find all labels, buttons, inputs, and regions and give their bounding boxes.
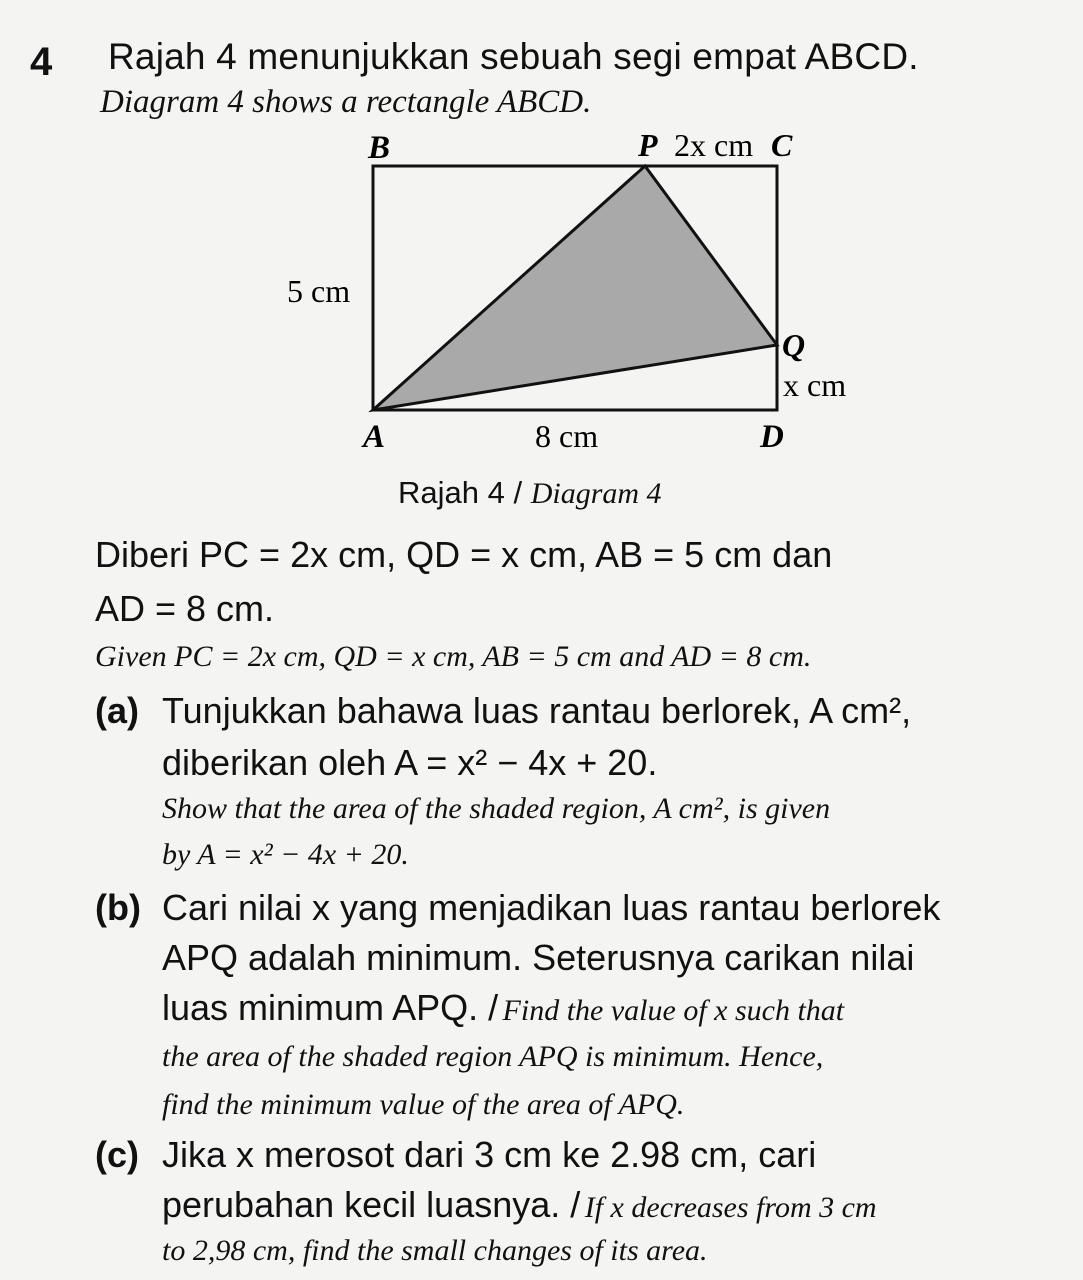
part-c-malay-line2: perubahan kecil luasnya. /: [162, 1184, 581, 1225]
label-p: P: [638, 127, 658, 163]
part-c-malay-line1: Jika x merosot dari 3 cm ke 2.98 cm, cari: [162, 1134, 817, 1175]
label-c: C: [771, 127, 793, 163]
part-b-malay-line2: APQ adalah minimum. Seterusnya carikan nilai: [162, 937, 915, 978]
part-b-english-line2: the area of the shaded region APQ is minimum. Hence,: [162, 1040, 824, 1073]
part-c-english-line1: If x decreases from 3 cm: [584, 1191, 877, 1224]
part-c-english-line2: to 2,98 cm, find the small changes of its area.: [162, 1234, 708, 1267]
part-c-line2: [162, 1184, 877, 1226]
label-a: A: [363, 419, 386, 455]
part-a-label: (a): [95, 690, 139, 731]
part-b-malay-line1: Cari nilai x yang menjadikan luas rantau berlorek: [162, 887, 941, 928]
part-a-english-line2: by A = x² − 4x + 20.: [162, 838, 409, 871]
caption-malay: Rajah 4 /: [398, 475, 523, 510]
label-ad-length: 8 cm: [535, 418, 599, 454]
part-b-english-line1: Find the value of x such that: [502, 994, 845, 1027]
given-malay-line2: AD = 8 cm.: [95, 588, 275, 629]
diagram-caption: [398, 475, 662, 511]
part-b-malay-line3: luas minimum APQ. /: [162, 987, 499, 1028]
part-c-label: (c): [95, 1134, 139, 1175]
part-b-label: (b): [95, 887, 141, 928]
label-q: Q: [782, 327, 806, 363]
label-d: D: [760, 419, 784, 455]
label-pc-length: 2x cm: [674, 127, 754, 163]
rectangle-diagram: [0, 0, 1083, 470]
label-ab-length: 5 cm: [287, 273, 351, 309]
given-english: Given PC = 2x cm, QD = x cm, AB = 5 cm and AD = 8 cm.: [95, 640, 812, 673]
question-number: 4: [30, 40, 53, 84]
question-title-english: Diagram 4 shows a rectangle ABCD.: [100, 84, 592, 120]
part-a-english-line1: Show that the area of the shaded region, A cm², is given: [162, 792, 831, 825]
caption-english: Diagram 4: [530, 477, 662, 510]
label-b: B: [368, 130, 391, 166]
given-malay-line1: Diberi PC = 2x cm, QD = x cm, AB = 5 cm dan: [95, 534, 833, 575]
label-qd-length: x cm: [783, 367, 847, 403]
part-a-malay-line2: diberikan oleh A = x² − 4x + 20.: [162, 742, 658, 783]
question-title-malay: Rajah 4 menunjukkan sebuah segi empat ABCD.: [108, 36, 919, 77]
part-a-malay-line1: Tunjukkan bahawa luas rantau berlorek, A cm²,: [162, 690, 912, 731]
shaded-triangle-apq: [373, 166, 777, 410]
part-b-line3: [162, 987, 844, 1029]
part-b-english-line3: find the minimum value of the area of APQ.: [162, 1088, 685, 1121]
